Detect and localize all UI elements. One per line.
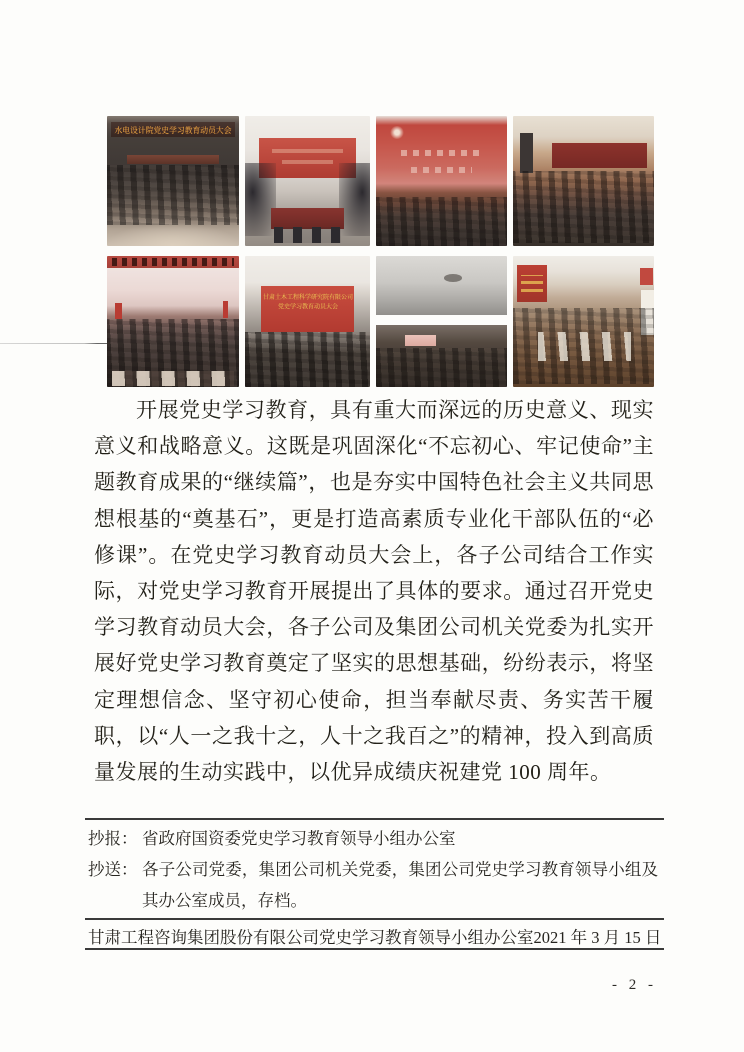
photo-8-red-banner-left [517, 265, 547, 302]
photo-3-backdrop-title [401, 150, 482, 156]
footer-divider-top [85, 818, 664, 820]
distribution-block [88, 823, 658, 916]
scan-artifact-line [0, 343, 108, 344]
photo-8-desks-papers [538, 332, 631, 361]
photo-6-screen-line2: 党史学习教育动员大会 [277, 303, 338, 310]
photo-1-meeting-hall [107, 116, 239, 246]
photo-1-banner-text: 水电设计院党史学习教育动员大会 [114, 126, 232, 136]
photo-6-mobilization-meeting [245, 256, 370, 387]
issuer-office: 甘肃工程咨询集团股份有限公司党史学习教育领导小组办公室 [88, 928, 534, 947]
copy-send-label: 抄送： [88, 860, 138, 879]
issue-date: 2021 年 3 月 15 日 [533, 928, 662, 947]
photo-3-backdrop-subtitle [411, 167, 471, 173]
copy-report-label: 抄报： [88, 829, 138, 848]
body-paragraph: 开展党史学习教育，具有重大而深远的历史意义、现实意义和战略意义。这既是巩固深化“不忘初心、牢记使命”主题教育成果的“继续篇”，也是夯实中国特色社会主义共同思想根基的“奠基石”，更是打造高素质专业化干部队伍的“必修课”。在党史学习教育动员大会上，各子公司结合工作实际，对党史学习教育开展提出了具体的要求。通过召开党史学习教育动员大会，各子公司及集团公司机关党委为扎实开展好党史学习教育奠定了坚实的思想基础，纷纷表示，将坚定理想信念、坚守初心使命，担当奉献尽责、务实苦干履职，以“人一之我十之，人十之我百之”的精神，投入到高质量发展的生动实践中，以优异成绩庆祝建党 100 周年。 [94, 398, 654, 785]
copy-send-row [88, 854, 658, 916]
photo-4-red-screen [552, 143, 646, 168]
copy-report-value: 省政府国资委党史学习教育领导小组办公室 [142, 829, 456, 848]
photo-1-crowd [107, 165, 239, 225]
photo-6-screen-line1: 甘肃土木工程科学研究院有限公司 [262, 293, 353, 301]
photo-5-assembly-hall [107, 256, 239, 387]
photo-8-red-banner-right [640, 268, 653, 285]
photo-3-emblem [390, 126, 403, 139]
photo-1-floor [107, 223, 239, 246]
photo-7-distant-screen [405, 335, 436, 347]
photo-3-audience [376, 197, 507, 246]
photo-8-classroom-discussion [513, 256, 654, 387]
issuer-row [88, 924, 660, 948]
photo-3-red-backdrop-meeting [376, 116, 507, 246]
photo-1-rostrum [127, 155, 219, 164]
page-number: - 2 - [612, 977, 657, 993]
photo-2-conference-room [245, 116, 370, 246]
photo-5-flag-right [223, 301, 228, 318]
copy-send-value: 各子公司党委，集团公司机关党委，集团公司党史学习教育领导小组及其办公室成员，存档。 [142, 860, 658, 910]
photo-6-screen-text [263, 293, 353, 312]
photo-6-audience [245, 332, 370, 387]
photo-7-ceiling-frame [376, 256, 507, 315]
copy-report-row [88, 823, 658, 854]
photo-7-audience [376, 348, 507, 387]
photo-7-stacked-frames [376, 256, 507, 387]
photo-4-speaker-cabinet [520, 133, 533, 173]
footer-divider-middle [85, 918, 664, 920]
photo-2-chairs [274, 227, 342, 244]
photo-1-banner [111, 122, 235, 138]
photo-4-conference-room [513, 116, 654, 246]
photo-5-flag-left [115, 303, 122, 319]
photo-6-red-screen [261, 286, 354, 332]
photo-5-tables [112, 371, 233, 385]
photo-grid [107, 116, 654, 387]
photo-4-attendees [513, 171, 654, 244]
photo-5-banner [107, 256, 239, 268]
footer-divider-bottom [85, 948, 664, 950]
